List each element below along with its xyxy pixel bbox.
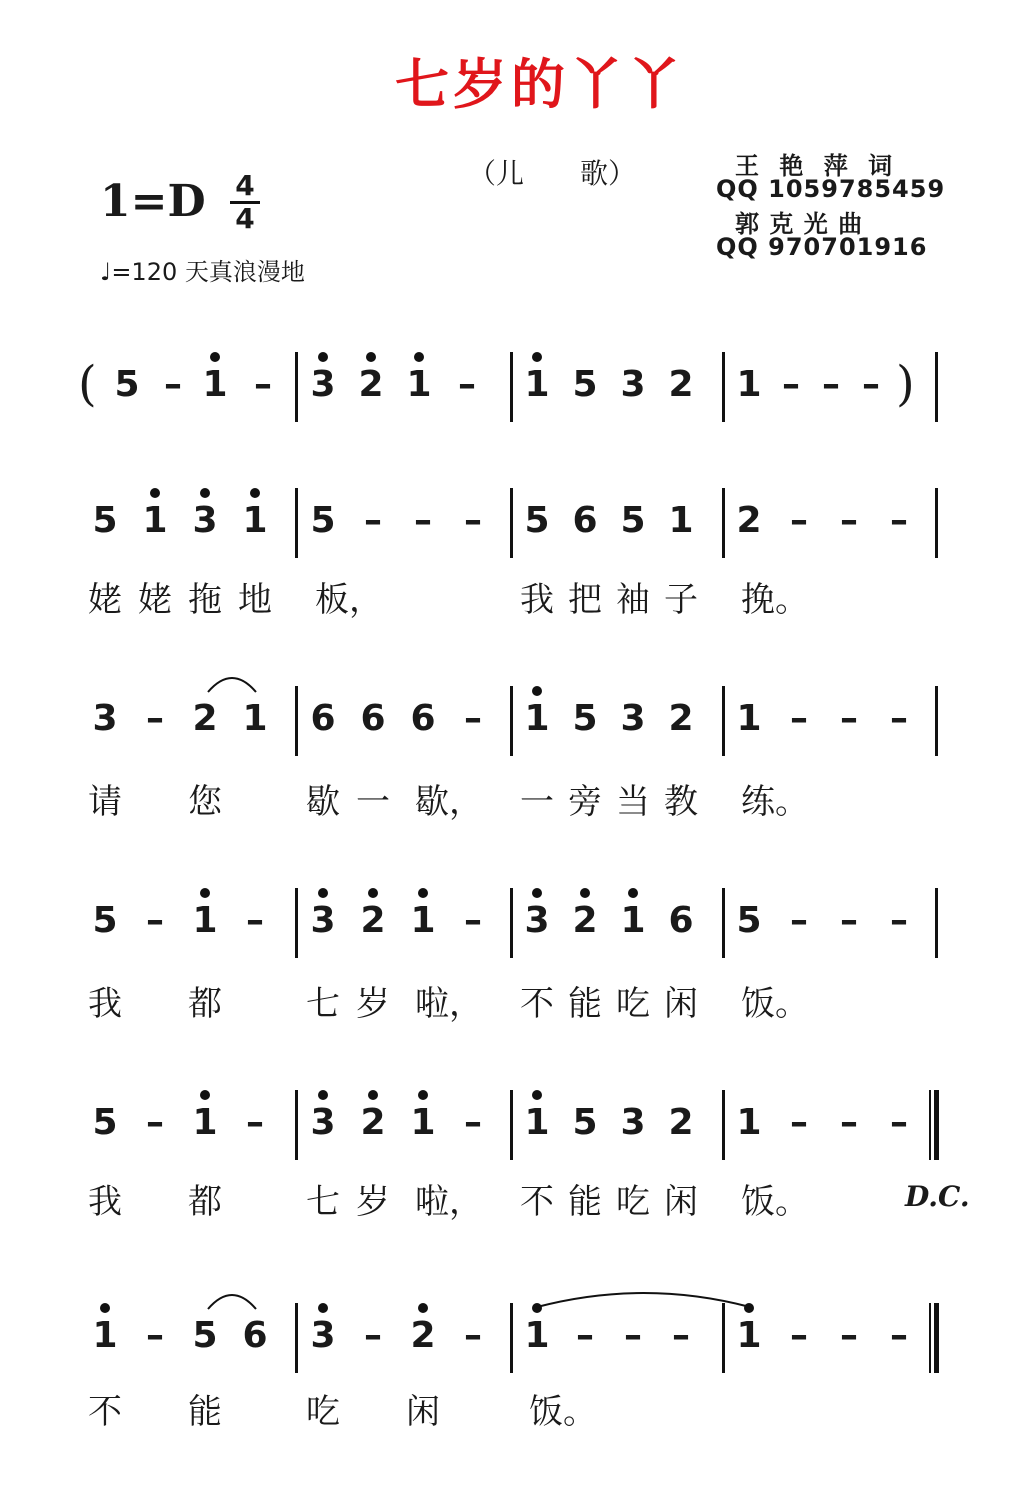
slur-arc [208,676,256,694]
lyric-syllable: 七 [306,1182,340,1222]
dash-extension: – [164,364,182,405]
dash-extension: – [254,364,272,405]
lyric-syllable: 都 [188,1182,222,1222]
da-capo-mark: D.C. [905,1180,970,1213]
lyric-syllable: 不 [520,1182,554,1222]
note: 5 [736,900,762,941]
note: 3 [192,500,218,541]
dash-extension: – [576,1315,594,1356]
dash-extension: – [790,900,808,941]
note: 3 [310,364,336,405]
lyric-syllable: 子 [664,580,698,620]
barline [935,488,938,558]
note: 3 [310,900,336,941]
dash-extension: – [822,364,840,405]
note: 2 [360,1102,386,1143]
note: 3 [92,698,118,739]
barline [295,888,298,958]
note: 5 [524,500,550,541]
note: 3 [310,1315,336,1356]
note: 6 [410,698,436,739]
final-barline [934,1303,939,1373]
note: 5 [572,698,598,739]
dash-extension: – [624,1315,642,1356]
note: 1 [620,900,646,941]
lyric-syllable: 岁 [356,1182,390,1222]
note: 5 [572,364,598,405]
lyric-syllable: 闲 [406,1392,440,1432]
lyric-syllable: 姥 [88,580,122,620]
tempo-marking: ♩=120 天真浪漫地 [100,258,305,286]
octave-dot [318,1090,328,1100]
close-paren: ) [896,356,915,412]
barline [929,1303,931,1373]
lyric-syllable: 教 [664,782,698,822]
barline [722,1090,725,1160]
lyric-syllable: 能 [568,984,602,1024]
octave-dot [250,488,260,498]
dash-extension: – [364,500,382,541]
note: 2 [668,698,694,739]
barline [295,1090,298,1160]
note: 3 [620,364,646,405]
dash-extension: – [414,500,432,541]
genre-label: （儿 歌） [468,157,637,190]
slur-arc [537,1291,750,1309]
open-paren: ( [78,356,97,412]
note: 5 [92,1102,118,1143]
lyric-syllable: 拖 [188,580,222,620]
note: 1 [202,364,228,405]
barline [722,686,725,756]
octave-dot [414,352,424,362]
dash-extension: – [840,1102,858,1143]
dash-extension: – [364,1315,382,1356]
note: 3 [524,900,550,941]
lyric-syllable: 啦， [415,984,483,1024]
barline [295,488,298,558]
lyric-syllable: 当 [616,782,650,822]
note: 1 [406,364,432,405]
note: 1 [736,698,762,739]
lyric-syllable: 歇， [415,782,483,822]
note: 5 [92,900,118,941]
lyric-syllable: 一 [356,782,390,822]
note: 5 [310,500,336,541]
note: 1 [410,900,436,941]
dash-extension: – [840,900,858,941]
note: 5 [92,500,118,541]
barline [295,352,298,422]
note: 1 [524,1102,550,1143]
lyric-syllable: 岁 [356,984,390,1024]
dash-extension: – [246,1102,264,1143]
time-signature [230,169,260,235]
note: 2 [668,364,694,405]
lyricist-qq: QQ 1059785459 [716,175,946,203]
octave-dot [532,352,542,362]
lyric-syllable: 歇 [306,782,340,822]
octave-dot [200,1090,210,1100]
note: 1 [524,364,550,405]
dash-extension: – [146,900,164,941]
octave-dot [532,1090,542,1100]
barline [510,352,513,422]
octave-dot [418,1090,428,1100]
note: 1 [524,698,550,739]
barline [510,1303,513,1373]
lyric-syllable: 都 [188,984,222,1024]
dash-extension: – [464,698,482,739]
dash-extension: – [790,1102,808,1143]
dash-extension: – [890,900,908,941]
barline [722,888,725,958]
dash-extension: – [464,1315,482,1356]
lyric-syllable: 能 [188,1392,222,1432]
octave-dot [418,888,428,898]
note: 1 [242,698,268,739]
dash-extension: – [464,900,482,941]
barline [935,888,938,958]
lyric-syllable: 把 [568,580,602,620]
lyric-syllable: 七 [306,984,340,1024]
lyric-syllable: 饭。 [741,1182,809,1222]
note: 1 [668,500,694,541]
lyric-syllable: 我 [520,580,554,620]
note: 1 [242,500,268,541]
lyric-syllable: 不 [520,984,554,1024]
dash-extension: – [840,1315,858,1356]
note: 3 [620,1102,646,1143]
barline [510,686,513,756]
barline [935,352,938,422]
octave-dot [366,352,376,362]
dash-extension: – [458,364,476,405]
lyric-syllable: 不 [88,1392,122,1432]
note: 6 [310,698,336,739]
dash-extension: – [862,364,880,405]
note: 2 [736,500,762,541]
barline [510,1090,513,1160]
octave-dot [318,888,328,898]
dash-extension: – [146,698,164,739]
lyric-syllable: 饭。 [529,1392,597,1432]
octave-dot [580,888,590,898]
barline [722,352,725,422]
dash-extension: – [890,1315,908,1356]
note: 5 [114,364,140,405]
dash-extension: – [890,1102,908,1143]
time-signature-bottom: 4 [235,202,255,235]
dash-extension: – [840,500,858,541]
lyric-syllable: 吃 [616,984,650,1024]
lyric-syllable: 一 [520,782,554,822]
key-signature: 1=D [100,176,206,227]
note: 2 [192,698,218,739]
note: 6 [360,698,386,739]
lyricist-credit: 王 艳 萍 词 [735,152,894,180]
lyric-syllable: 板， [315,580,383,620]
lyric-syllable: 请 [88,782,122,822]
composer-credit: 郭 克 光 曲 [735,210,864,238]
dash-extension: – [146,1315,164,1356]
lyric-syllable: 啦， [415,1182,483,1222]
dash-extension: – [890,698,908,739]
note: 6 [572,500,598,541]
octave-dot [532,888,542,898]
lyric-syllable: 我 [88,1182,122,1222]
note: 1 [736,364,762,405]
dash-extension: – [464,500,482,541]
octave-dot [418,1303,428,1313]
lyric-syllable: 吃 [306,1392,340,1432]
dash-extension: – [890,500,908,541]
octave-dot [210,352,220,362]
lyric-syllable: 旁 [568,782,602,822]
lyric-syllable: 姥 [138,580,172,620]
lyric-syllable: 挽。 [741,580,809,620]
octave-dot [368,1090,378,1100]
lyric-syllable: 袖 [616,580,650,620]
note: 3 [620,698,646,739]
note: 3 [310,1102,336,1143]
note: 6 [242,1315,268,1356]
dash-extension: – [672,1315,690,1356]
dash-extension: – [790,1315,808,1356]
barline [929,1090,931,1160]
lyric-syllable: 地 [238,580,272,620]
note: 2 [358,364,384,405]
lyric-syllable: 闲 [664,1182,698,1222]
time-signature-top: 4 [235,169,255,202]
dash-extension: – [782,364,800,405]
octave-dot [200,488,210,498]
note: 1 [524,1315,550,1356]
dash-extension: – [146,1102,164,1143]
octave-dot [532,686,542,696]
lyric-syllable: 饭。 [741,984,809,1024]
barline [722,1303,725,1373]
note: 2 [360,900,386,941]
note: 1 [736,1315,762,1356]
note: 1 [142,500,168,541]
octave-dot [150,488,160,498]
note: 2 [668,1102,694,1143]
octave-dot [100,1303,110,1313]
lyric-syllable: 我 [88,984,122,1024]
dash-extension: – [464,1102,482,1143]
final-barline [934,1090,939,1160]
lyric-syllable: 闲 [664,984,698,1024]
note: 2 [410,1315,436,1356]
composer-qq: QQ 970701916 [716,233,928,261]
barline [295,1303,298,1373]
dash-extension: – [790,698,808,739]
dash-extension: – [246,900,264,941]
note: 1 [92,1315,118,1356]
octave-dot [368,888,378,898]
note: 5 [572,1102,598,1143]
note: 1 [192,1102,218,1143]
barline [295,686,298,756]
note: 1 [736,1102,762,1143]
note: 5 [620,500,646,541]
dash-extension: – [840,698,858,739]
barline [510,488,513,558]
octave-dot [628,888,638,898]
note: 5 [192,1315,218,1356]
barline [935,686,938,756]
lyric-syllable: 能 [568,1182,602,1222]
dash-extension: – [790,500,808,541]
note: 1 [410,1102,436,1143]
note: 6 [668,900,694,941]
note: 2 [572,900,598,941]
song-title: 七岁的丫丫 [395,53,685,116]
octave-dot [200,888,210,898]
note: 1 [192,900,218,941]
octave-dot [318,352,328,362]
octave-dot [318,1303,328,1313]
slur-arc [208,1293,256,1311]
lyric-syllable: 吃 [616,1182,650,1222]
lyric-syllable: 您 [188,782,222,822]
barline [510,888,513,958]
lyric-syllable: 练。 [741,782,809,822]
barline [722,488,725,558]
